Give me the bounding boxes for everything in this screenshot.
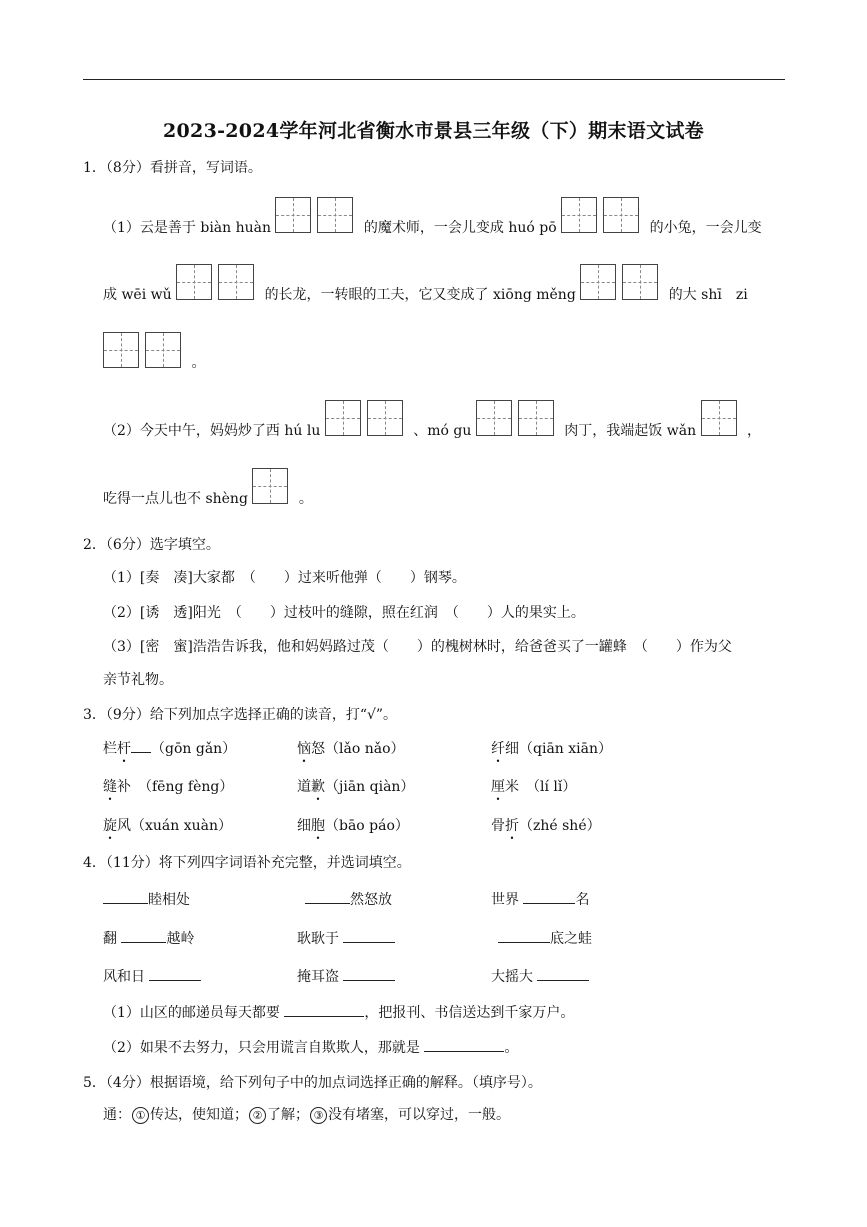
q3-options[interactable]: （gōn gǎn）	[151, 741, 237, 757]
q3-item	[297, 815, 409, 835]
q3-char: 道	[297, 779, 311, 795]
page-title: 2023-2024学年河北省衡水市景县三年级（下）期末语文试卷	[163, 120, 704, 142]
q4-word-text: 翻	[103, 931, 117, 947]
q3-dotted-char: 旋	[103, 818, 117, 834]
q5-heading: 5．（4分）根据语境，给下列句子中的加点词选择正确的解释。（填序号）。	[83, 1075, 542, 1091]
q3-char: 栏	[103, 741, 117, 757]
q4-word	[103, 966, 201, 986]
option-marker: ③	[310, 1107, 327, 1124]
q4-word-text: 风和日	[103, 969, 145, 985]
q1-line4-text-d: ，	[747, 423, 761, 439]
q1-line3-text: 。	[191, 355, 206, 371]
q3-options[interactable]: （bāo páo）	[325, 818, 409, 834]
q1-line5	[103, 468, 313, 508]
q4-word	[297, 966, 395, 986]
q5-word: 通：	[103, 1107, 131, 1123]
q3-dotted-char: 缝	[103, 779, 117, 795]
q1-line2-text-b: 的长龙，一转眼的工夫，它又变成了 xiōng měng	[264, 287, 576, 303]
q3-char: 细	[297, 818, 311, 834]
tianzige-bianhuan[interactable]	[275, 197, 359, 237]
q1-line5-text-a: 吃得一点儿也不 shèng	[103, 491, 248, 507]
q4-word	[103, 928, 194, 948]
q4-fill2	[103, 1037, 518, 1057]
tianzige-shizi[interactable]	[103, 332, 187, 372]
answer-blank[interactable]	[121, 942, 166, 943]
tianzige-weiwu[interactable]	[176, 264, 260, 304]
answer-blank[interactable]	[103, 903, 148, 904]
q3-dotted-char: 胞	[311, 818, 325, 834]
q3-heading: 3．（9分）给下列加点字选择正确的读音，打“√”。	[83, 707, 398, 723]
answer-blank[interactable]	[523, 903, 575, 904]
q3-item	[297, 776, 414, 796]
q2-heading: 2．（6分）选字填空。	[83, 537, 220, 553]
q5-definition: 没有堵塞，可以穿过，一般。	[328, 1107, 510, 1123]
q2-item1: （1）[奏 凑]大家都 （ ）过来听他弹（ ）钢琴。	[103, 570, 466, 586]
tianzige-sheng[interactable]	[252, 468, 294, 508]
q1-line4-text-c: 肉丁，我端起饭 wǎn	[564, 423, 697, 439]
tianzige-mogu[interactable]	[476, 400, 560, 440]
q1-line4-text-b: 、mó gu	[413, 423, 472, 439]
q1-line4	[103, 400, 761, 440]
q3-item	[491, 815, 601, 835]
answer-blank[interactable]	[343, 942, 395, 943]
q3-char: 骨	[491, 818, 505, 834]
q2-item2: （2）[诱 透]阳光 （ ）过枝叶的缝隙，照在红润 （ ）人的果实上。	[103, 605, 585, 621]
q4-fill-text: （2）如果不去努力，只会用谎言自欺欺人，那就是	[103, 1040, 420, 1056]
q3-options[interactable]: 怒（lǎo nǎo）	[311, 741, 405, 757]
q4-word-text: 世界	[491, 892, 519, 908]
answer-blank[interactable]	[131, 752, 151, 753]
q4-word-text: 大摇大	[491, 969, 533, 985]
q4-fill-text: ，把报刊、书信送达到千家万户。	[364, 1005, 575, 1021]
q1-line2-text-a: 成 wēi wǔ	[103, 287, 172, 303]
answer-blank[interactable]	[305, 903, 350, 904]
q4-heading: 4．（11分）将下列四字词语补充完整，并选词填空。	[83, 855, 411, 871]
q3-options[interactable]: （zhé shé）	[519, 818, 601, 834]
q1-line1	[103, 197, 762, 237]
q4-word	[491, 966, 589, 986]
q4-word-text: 掩耳盗	[297, 969, 339, 985]
tianzige-hulu[interactable]	[325, 400, 409, 440]
q4-word-text: 然怒放	[350, 892, 392, 908]
q5-definitions	[103, 1104, 510, 1124]
q1-line1-text-a: （1）云是善于 biàn huàn	[103, 220, 272, 236]
answer-blank[interactable]	[149, 980, 201, 981]
q3-item	[103, 738, 236, 758]
q3-dotted-char: 厘	[491, 779, 505, 795]
answer-blank[interactable]	[424, 1051, 504, 1052]
q3-dotted-char: 歉	[311, 779, 325, 795]
q1-line4-text-a: （2）今天中午，妈妈炒了西 hú lu	[103, 423, 321, 439]
q4-fill1	[103, 1002, 574, 1022]
answer-blank[interactable]	[537, 980, 589, 981]
q4-word	[103, 889, 190, 909]
q4-word	[491, 889, 589, 909]
q1-line2	[103, 264, 748, 304]
q2-item3: （3）[密 蜜]浩浩告诉我，他和妈妈路过茂（ ）的槐树林时，给爸爸买了一罐蜂 （ ）作为父	[103, 639, 732, 655]
q5-definition: 了解；	[267, 1107, 309, 1123]
q3-item	[491, 776, 576, 796]
q3-dotted-char: 杆	[117, 741, 131, 757]
q4-fill-text: （1）山区的邮递员每天都要	[103, 1005, 280, 1021]
q4-word-text: 耿耿于	[297, 931, 339, 947]
q3-options[interactable]: 米 （lí lǐ）	[505, 779, 577, 795]
tianzige-wan[interactable]	[701, 400, 743, 440]
q4-fill-text: 。	[504, 1040, 519, 1056]
q1-line3	[103, 332, 205, 372]
q5-definition: 传达，使知道；	[150, 1107, 248, 1123]
q3-options[interactable]: 风（xuán xuàn）	[117, 818, 233, 834]
q3-dotted-char: 折	[505, 818, 519, 834]
q3-item	[103, 815, 232, 835]
q1-heading: 1．（8分）看拼音，写词语。	[83, 160, 262, 176]
q3-options[interactable]: 补 （fēng fèng）	[117, 779, 234, 795]
option-marker: ②	[249, 1107, 266, 1124]
q4-word-text: 名	[575, 892, 590, 908]
answer-blank[interactable]	[343, 980, 395, 981]
header-rule	[83, 79, 785, 80]
q3-options[interactable]: （jiān qiàn）	[325, 779, 415, 795]
q1-line2-text-c: 的大 shī zi	[668, 287, 748, 303]
answer-blank[interactable]	[498, 942, 550, 943]
q1-line1-text-b: 的魔术师，一会儿变成 huó pō	[363, 220, 557, 236]
answer-blank[interactable]	[284, 1016, 364, 1017]
q4-word	[498, 928, 592, 948]
q3-item	[297, 738, 405, 758]
q4-word-text: 底之蛙	[550, 931, 592, 947]
q4-word	[305, 889, 392, 909]
q3-dotted-char: 纤	[491, 741, 505, 757]
q1-line1-text-c: 的小兔，一会儿变	[649, 220, 762, 236]
option-marker: ①	[132, 1107, 149, 1124]
q4-word-text: 越岭	[166, 931, 195, 947]
q4-word	[297, 928, 395, 948]
q3-options[interactable]: 细（qiān xiān）	[505, 741, 612, 757]
q3-item	[491, 738, 612, 758]
q1-line5-text-b: 。	[298, 491, 313, 507]
tianzige-huopo[interactable]	[561, 197, 645, 237]
q4-word-text: 睦相处	[148, 892, 190, 908]
q2-item3-cont: 亲节礼物。	[103, 672, 173, 688]
tianzige-xiongmeng[interactable]	[580, 264, 664, 304]
q3-item	[103, 776, 233, 796]
q3-dotted-char: 恼	[297, 741, 311, 757]
